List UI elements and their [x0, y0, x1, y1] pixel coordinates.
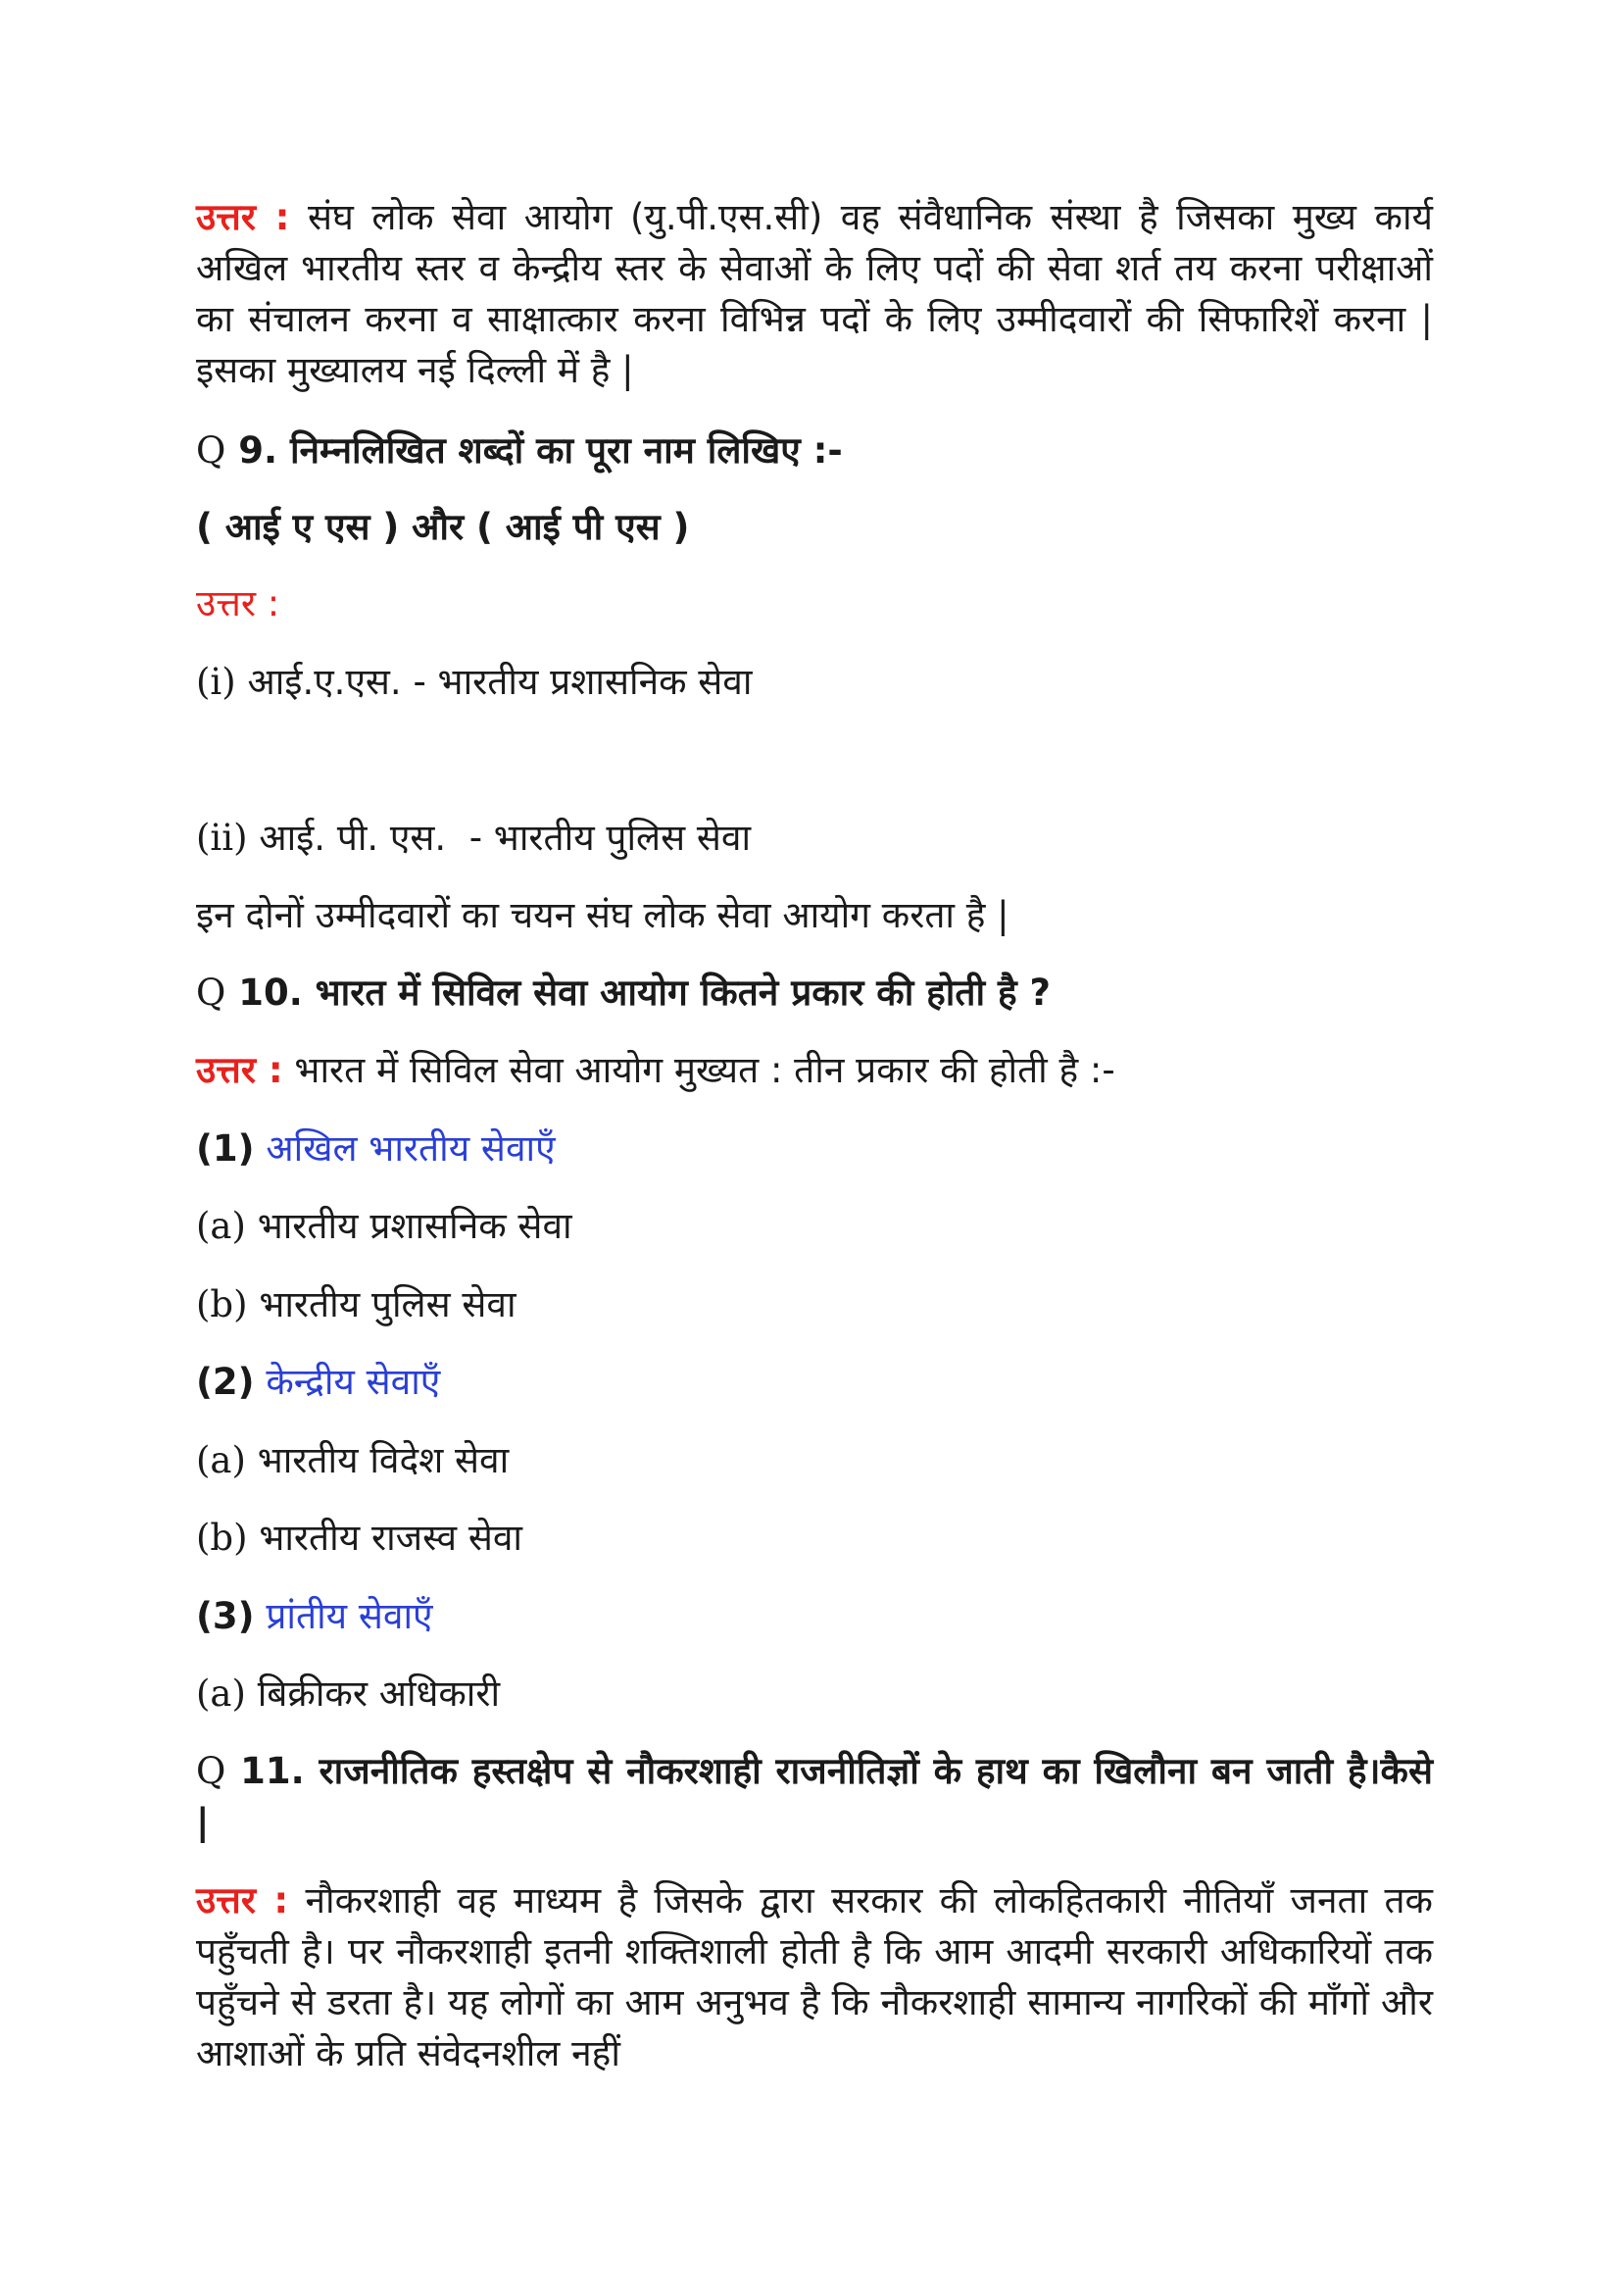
answer-colon: : — [255, 1049, 283, 1091]
question-prefix: Q — [196, 429, 226, 472]
question-title: भारत में सिविल सेवा आयोग कितने प्रकार की होती है ? — [315, 972, 1051, 1014]
question-9-answer-label: उत्तर : — [196, 582, 280, 624]
question-prefix: Q — [196, 1750, 226, 1792]
item-marker: (i) — [196, 661, 236, 703]
question-9-subtitle: ( आई ए एस ) और ( आई पी एस ) — [196, 506, 690, 548]
section-heading-3 — [196, 1591, 433, 1642]
item-text: भारतीय विदेश सेवा — [257, 1439, 510, 1481]
item-marker: (a) — [196, 1205, 246, 1247]
question-title: राजनीतिक हस्तक्षेप से नौकरशाही राजनीतिज्ञों के हाथ का खिलौना बन जाती है।कैसे | — [196, 1750, 1433, 1843]
section-title: केन्द्रीय सेवाएँ — [266, 1361, 441, 1403]
section-title: प्रांतीय सेवाएँ — [266, 1595, 433, 1637]
section-marker: (3) — [196, 1595, 255, 1637]
item-marker: (a) — [196, 1672, 246, 1715]
item-marker: (a) — [196, 1439, 246, 1481]
question-prefix: Q — [196, 972, 226, 1014]
item-marker: (b) — [196, 1517, 248, 1559]
question-9-item-1 — [196, 657, 752, 708]
answer-colon: : — [255, 196, 290, 238]
item-text: भारतीय राजस्व सेवा — [259, 1517, 523, 1559]
section-heading-1 — [196, 1123, 556, 1174]
item-text: आई. पी. एस. - भारतीय पुलिस सेवा — [259, 817, 752, 859]
section-marker: (1) — [196, 1127, 255, 1170]
question-9-closing: इन दोनों उम्मीदवारों का चयन संघ लोक सेवा आयोग करता है | — [196, 894, 1009, 936]
section-1-item-a — [196, 1201, 572, 1252]
question-number: 11. — [240, 1750, 305, 1792]
section-1-item-b — [196, 1279, 516, 1330]
question-9-item-2 — [196, 813, 751, 864]
answer-label: उत्तर — [196, 196, 256, 238]
item-text: भारतीय पुलिस सेवा — [259, 1283, 516, 1325]
question-10 — [196, 968, 1051, 1019]
question-title: निम्नलिखित शब्दों का पूरा नाम लिखिए :- — [289, 429, 843, 472]
answer-text: भारत में सिविल सेवा आयोग मुख्यत : तीन प्रकार की होती है :- — [282, 1049, 1115, 1091]
section-title: अखिल भारतीय सेवाएँ — [266, 1127, 556, 1170]
answer-label: उत्तर — [196, 1879, 256, 1922]
answer-text: संघ लोक सेवा आयोग (यु.पी.एस.सी) वह संवैधानिक संस्था है जिसका मुख्य कार्य अखिल भारतीय स्तर व केन्द्रीय स्तर के सेवाओं के लिए पदों की सेवा शर्त तय करना परीक्षाओं का संचालन करना व साक्षात्कार करना विभिन्न पदों के लिए उम्मीदवारों की सिफारिशें करना | इसका मुख्यालय नई दिल्ली में है | — [196, 196, 1433, 391]
item-marker: (b) — [196, 1283, 248, 1325]
answer-text: नौकरशाही वह माध्यम है जिसके द्वारा सरकार की लोकहितकारी नीतियाँ जनता तक पहुँचती है। पर नौकरशाही इतनी शक्तिशाली होती है कि आम आदमी सरकारी अधिकारियों तक पहुँचने से डरता है। यह लोगों का आम अनुभव है कि नौकरशाही सामान्य नागरिकों की माँगों और आशाओं के प्रति संवेदनशील नहीं — [196, 1879, 1433, 2074]
question-number: 9. — [238, 429, 278, 472]
item-marker: (ii) — [196, 817, 248, 859]
answer-paragraph-1 — [196, 192, 1433, 396]
item-text: भारतीय प्रशासनिक सेवा — [257, 1205, 572, 1247]
section-heading-2 — [196, 1357, 440, 1408]
section-marker: (2) — [196, 1361, 255, 1403]
item-text: बिक्रीकर अधिकारी — [257, 1672, 501, 1715]
answer-colon: : — [255, 1879, 289, 1922]
question-number: 10. — [238, 972, 303, 1014]
section-2-item-b — [196, 1513, 522, 1564]
question-10-answer — [196, 1045, 1115, 1096]
question-9 — [196, 425, 843, 476]
question-11 — [196, 1746, 1433, 1848]
item-text: आई.ए.एस. - भारतीय प्रशासनिक सेवा — [247, 661, 753, 703]
answer-paragraph-11 — [196, 1875, 1433, 2079]
section-3-item-a — [196, 1669, 500, 1720]
section-2-item-a — [196, 1435, 509, 1486]
answer-label: उत्तर — [196, 1049, 256, 1091]
